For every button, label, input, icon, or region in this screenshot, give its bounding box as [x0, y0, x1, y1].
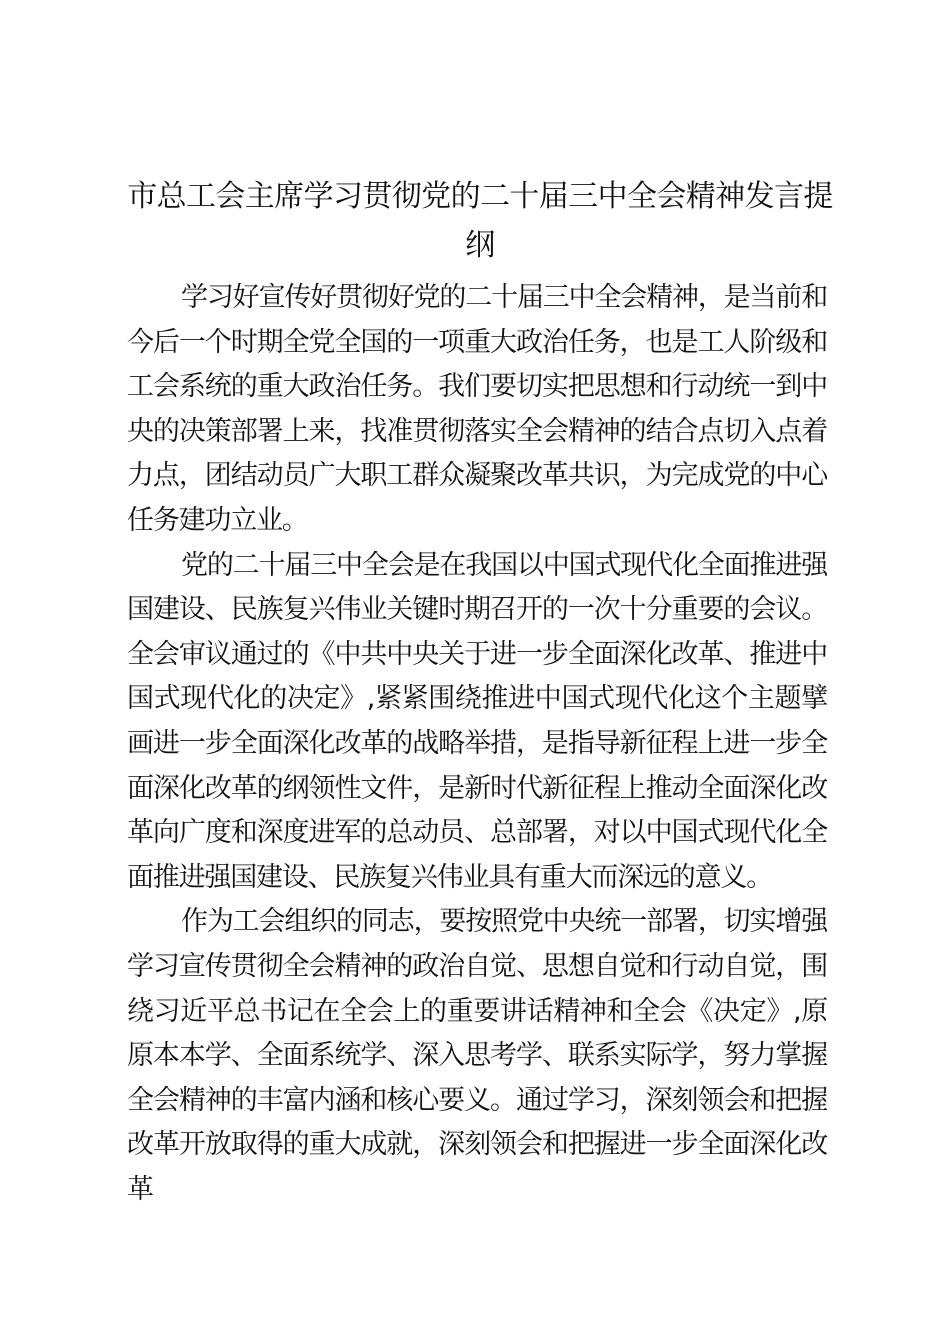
document-body: [127, 276, 827, 1212]
paragraph-2: 党的二十届三中全会是在我国以中国式现代化全面推进强国建设、民族复兴伟业关键时期召开的一次十分重要的会议。全会审议通过的《中共中央关于进一步全面深化改革、推进中国式现代化的决定》,紧紧围绕推进中国式现代化这个主题擘画进一步全面深化改革的战略举措，是指导新征程上进一步全面深化改革的纲领性文件，是新时代新征程上推动全面深化改革向广度和深度进军的总动员、总部署，对以中国式现代化全面推进强国建设、民族复兴伟业具有重大而深远的意义。: [127, 549, 827, 893]
document-title: 市总工会主席学习贯彻党的二十届三中全会精神发言提纲: [127, 179, 833, 263]
paragraph-3: 作为工会组织的同志，要按照党中央统一部署，切实增强学习宣传贯彻全会精神的政治自觉、思想自觉和行动自觉，围绕习近平总书记在全会上的重要讲话精神和全会《决定》,原原本本学、全面系统学、深入思考学、联系实际学，努力掌握全会精神的丰富内涵和核心要义。通过学习，深刻领会和把握改革开放取得的重大成就，深刻领会和把握进一步全面深化改革: [127, 906, 827, 1205]
paragraph-1: 学习好宣传好贯彻好党的二十届三中全会精神，是当前和今后一个时期全党全国的一项重大政治任务，也是工人阶级和工会系统的重大政治任务。我们要切实把思想和行动统一到中央的决策部署上来，找准贯彻落实全会精神的结合点切入点着力点，团结动员广大职工群众凝聚改革共识，为完成党的中心任务建功立业。: [127, 282, 827, 536]
